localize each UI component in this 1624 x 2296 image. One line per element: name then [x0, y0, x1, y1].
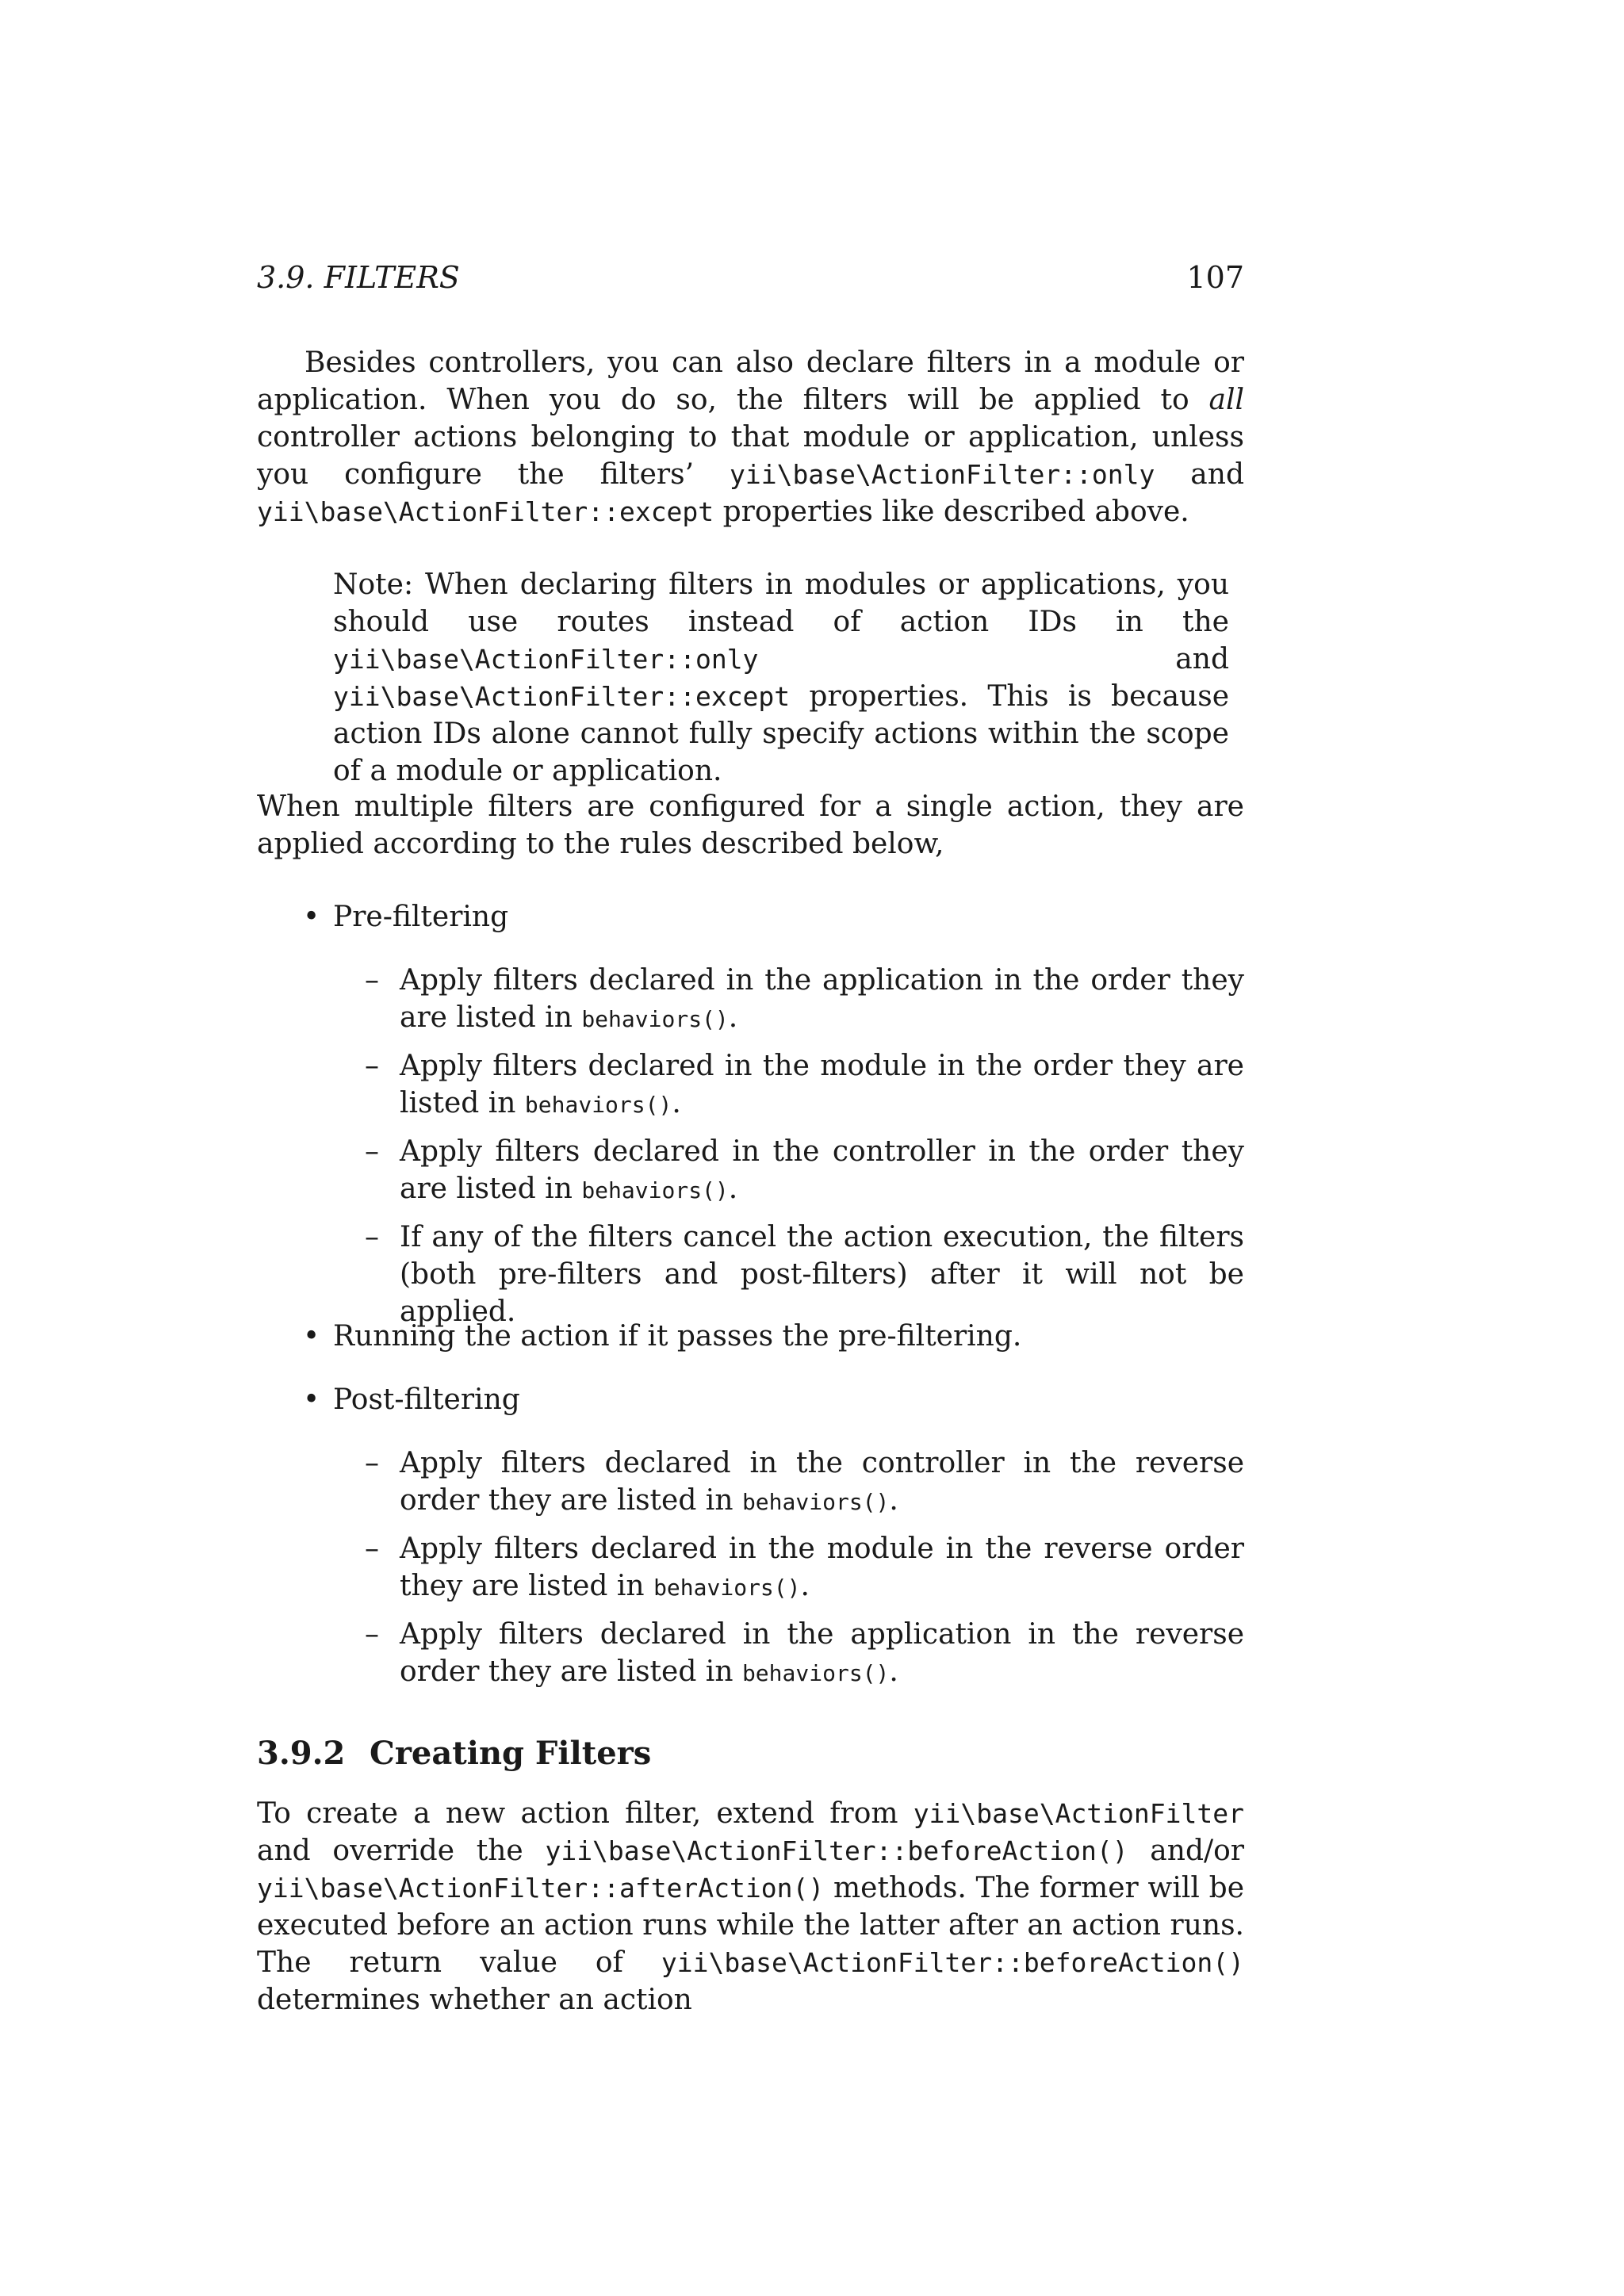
section-header: 3.9. FILTERS — [257, 260, 460, 295]
text-run: methods. The former will be executed before an action runs while the latter after an action runs. The return value of — [257, 1872, 1244, 1979]
text-run: . — [889, 1484, 898, 1517]
paragraph-modules — [257, 344, 1244, 530]
bullet-icon: • — [303, 1320, 320, 1353]
text-run: Apply filters declared in the module in the order they are listed in — [400, 1050, 1244, 1119]
code-only: yii\base\ActionFilter::only — [729, 459, 1155, 490]
text-run: and override the — [257, 1835, 546, 1867]
bullet-icon: • — [303, 901, 320, 933]
sub-item-post-1 — [365, 1445, 1244, 1519]
list-item-label: Pre-filtering — [333, 901, 509, 933]
section-number: 3.9.2 — [257, 1735, 346, 1772]
sub-item-text — [400, 1219, 1244, 1330]
sub-item-text — [400, 1445, 1244, 1521]
code-behaviors: behaviors() — [581, 1177, 729, 1203]
sub-item-post-3 — [365, 1616, 1244, 1690]
text-run: . — [889, 1655, 898, 1688]
text-run: . — [728, 1173, 738, 1205]
text-run: Apply filters declared in the application in the reverse order they are listed in — [400, 1618, 1244, 1688]
text-run: . — [800, 1570, 810, 1602]
dash-icon: – — [365, 1533, 379, 1565]
text-run: To create a new action filter, extend from — [257, 1797, 914, 1830]
paragraph-rules: When multiple filters are configured for a single action, they are applied according to the rules described below, — [257, 790, 1244, 860]
text-run: . — [672, 1087, 681, 1119]
code-only: yii\base\ActionFilter::only — [333, 644, 759, 675]
sub-item-text — [400, 1616, 1244, 1692]
text-run: If any of the filters cancel the action execution, the filters (both pre-filters and post-filters) after it will not be applied. — [400, 1221, 1244, 1328]
dash-icon: – — [365, 1050, 379, 1082]
sub-item-pre-4 — [365, 1219, 1244, 1328]
text-run: Besides controllers, you can also declare filters in a module or application. When you do so, the filters will be applied to — [257, 346, 1244, 416]
code-behaviors: behaviors() — [653, 1575, 801, 1601]
sub-item-text — [400, 1133, 1244, 1209]
code-behaviors: behaviors() — [581, 1006, 729, 1032]
text-run: . — [728, 1001, 738, 1034]
bullet-icon: • — [303, 1383, 320, 1416]
sub-item-pre-2 — [365, 1047, 1244, 1122]
text-run: Apply filters declared in the module in the reverse order they are listed in — [400, 1533, 1244, 1602]
dash-icon: – — [365, 964, 379, 997]
text-run: and/or — [1128, 1835, 1244, 1867]
code-afteraction: yii\base\ActionFilter::afterAction() — [257, 1873, 825, 1904]
code-actionfilter: yii\base\ActionFilter — [913, 1798, 1244, 1829]
sub-item-post-2 — [365, 1530, 1244, 1605]
sub-item-text — [400, 1530, 1244, 1606]
code-except: yii\base\ActionFilter::except — [333, 681, 791, 712]
text-run: Apply filters declared in the controller in the reverse order they are listed in — [400, 1447, 1244, 1517]
text-run: and — [1155, 458, 1244, 491]
dash-icon: – — [365, 1221, 379, 1253]
sub-item-text — [400, 1047, 1244, 1123]
note-block — [333, 566, 1229, 790]
dash-icon: – — [365, 1135, 379, 1168]
emphasis: all — [1208, 384, 1244, 416]
dash-icon: – — [365, 1447, 379, 1479]
page-number: 107 — [1186, 260, 1244, 295]
text-run: Note: When declaring filters in modules or applications, you should use routes instead of action IDs in the — [333, 568, 1229, 638]
code-beforeaction: yii\base\ActionFilter::beforeAction() — [661, 1947, 1244, 1978]
code-beforeaction: yii\base\ActionFilter::beforeAction() — [545, 1835, 1128, 1866]
text-run: properties like described above. — [714, 496, 1189, 528]
code-except: yii\base\ActionFilter::except — [257, 496, 714, 527]
sub-item-text — [400, 962, 1244, 1038]
paragraph-creating-filters — [257, 1795, 1244, 2019]
text-run: and — [758, 643, 1229, 675]
code-behaviors: behaviors() — [741, 1660, 890, 1686]
text-run: Apply filters declared in the application in the order they are listed in — [400, 964, 1244, 1034]
code-behaviors: behaviors() — [741, 1489, 890, 1515]
text-run: determines whether an action — [257, 1984, 692, 2016]
sub-item-pre-1 — [365, 962, 1244, 1036]
list-item-label: Post-filtering — [333, 1383, 520, 1416]
section-heading — [257, 1735, 651, 1772]
text-run: controller actions belonging to that module or application, unless you configure the filters’ — [257, 421, 1244, 491]
running-header — [257, 260, 1244, 300]
section-title: Creating Filters — [370, 1735, 652, 1772]
code-behaviors: behaviors() — [524, 1092, 672, 1118]
list-item-label: Running the action if it passes the pre-filtering. — [333, 1320, 1022, 1353]
text-run: Apply filters declared in the controller in the order they are listed in — [400, 1135, 1244, 1205]
sub-item-pre-3 — [365, 1133, 1244, 1207]
text-run: properties. This is because action IDs alone cannot fully specify actions within the scope of a module or application. — [333, 680, 1229, 787]
dash-icon: – — [365, 1618, 379, 1651]
